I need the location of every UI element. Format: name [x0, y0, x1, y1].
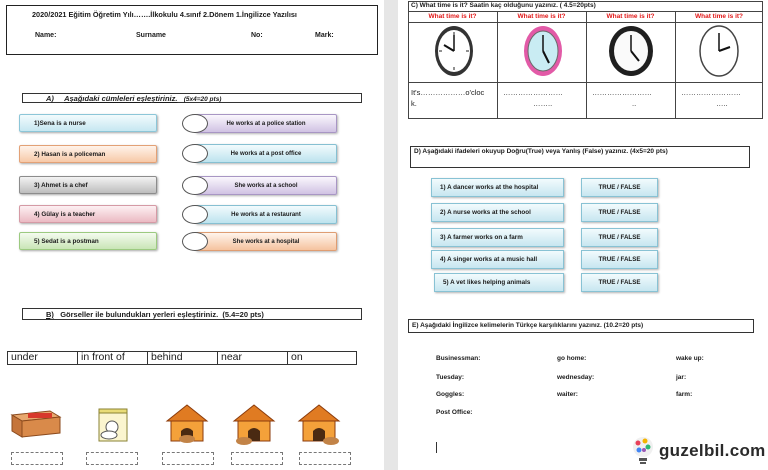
word-bank-near: near	[217, 351, 287, 365]
tf-answer-2[interactable]: TRUE / FALSE	[581, 203, 658, 222]
answer-box-5[interactable]	[299, 452, 351, 465]
clock-icon-1	[434, 23, 474, 77]
section-c-col-line-2	[586, 11, 587, 119]
answer-circle-3[interactable]	[182, 176, 208, 195]
clock-header-4: What time is it?	[694, 13, 744, 20]
match-right-item-5[interactable]: She works at a hospital	[195, 232, 337, 251]
answer-box-3[interactable]	[162, 452, 214, 465]
section-a-title	[46, 94, 221, 103]
clock-answer-3-line-1[interactable]: ……………………	[592, 88, 652, 97]
clock-answer-4-line-2[interactable]: …..	[716, 99, 728, 108]
dog-house-picture-3	[297, 403, 341, 445]
answer-box-1[interactable]	[11, 452, 63, 465]
answer-circle-5[interactable]	[182, 232, 208, 251]
exam-title: 2020/2021 Eğitim Öğretim Yılı…….İlkokulu 4.sınıf 2.Dönem 1.İngilizce Yazılısı	[32, 10, 297, 19]
tf-answer-5[interactable]: TRUE / FALSE	[581, 273, 658, 292]
answer-circle-4[interactable]	[182, 205, 208, 224]
vocab-tuesday: Tuesday:	[436, 374, 465, 381]
dog-house-picture-1	[165, 403, 209, 445]
tf-answer-4[interactable]: TRUE / FALSE	[581, 250, 658, 269]
tf-question-5: 5) A vet likes helping animals	[434, 273, 564, 292]
section-a-instruction: Aşağıdaki cümleleri eşleştiriniz.	[64, 94, 178, 103]
vocab-businessman: Businessman:	[436, 355, 481, 362]
section-d-title: D) Aşağıdaki ifadeleri okuyup Doğru(True) veya Yanlış (False) yazınız. (4x5=20 pts)	[414, 148, 668, 155]
answer-box-4[interactable]	[231, 452, 283, 465]
clock-header-3: What time is it?	[606, 13, 655, 20]
clock-answer-1-line-2[interactable]: k.	[411, 99, 417, 108]
clock-answer-2-line-1[interactable]: ……………………	[503, 88, 563, 97]
vocab-wake-up: wake up:	[676, 355, 704, 362]
dog-house-picture-2	[232, 403, 276, 445]
match-left-item-1[interactable]: 1)Sena is a nurse	[19, 114, 157, 132]
answer-box-2[interactable]	[86, 452, 138, 465]
match-left-item-4[interactable]: 4) Gülay is a teacher	[19, 205, 157, 223]
clock-header-2: What time is it?	[517, 13, 566, 20]
clock-icon-4	[699, 23, 739, 77]
match-left-item-3[interactable]: 3) Ahmet is a chef	[19, 176, 157, 194]
match-right-item-3[interactable]: She works at a school	[195, 176, 337, 195]
section-b-points: (5.4=20 pts)	[222, 310, 264, 319]
clock-icon-3	[608, 23, 654, 77]
clock-answer-2-line-2[interactable]: ……..	[533, 99, 553, 108]
section-a-letter: A)	[46, 94, 54, 103]
word-bank-behind: behind	[147, 351, 217, 365]
clock-header-1: What time is it?	[428, 13, 477, 20]
tf-answer-3[interactable]: TRUE / FALSE	[581, 228, 658, 247]
vocab-waiter: waiter:	[557, 391, 578, 398]
tf-question-3: 3) A farmer works on a farm	[431, 228, 564, 247]
section-c-col-line-1	[497, 11, 498, 119]
match-right-item-2[interactable]: He works at a post office	[195, 144, 337, 163]
clock-answer-1-line-1[interactable]: It's………………o'cloc	[411, 88, 485, 97]
lightbulb-icon	[630, 435, 656, 467]
clock-answer-4-line-1[interactable]: ……………………	[681, 88, 741, 97]
match-left-item-2[interactable]: 2) Hasan is a policeman	[19, 145, 157, 163]
word-bank-on: on	[287, 351, 357, 365]
no-label: No:	[251, 32, 263, 39]
section-b-instruction: Görseller ile bulundukları yerleri eşleştiriniz.	[60, 310, 219, 319]
answer-circle-1[interactable]	[182, 114, 208, 133]
match-right-item-4[interactable]: He works at a restaurant	[195, 205, 337, 224]
vocab-goggles: Goggles:	[436, 391, 465, 398]
box-picture	[10, 405, 62, 439]
match-left-item-5[interactable]: 5) Sedat is a postman	[19, 232, 157, 250]
match-right-item-1[interactable]: He works at a police station	[195, 114, 337, 133]
section-c-title: C) What time is it? Saatin kaç olduğunu yazınız. ( 4.5=20pts)	[411, 2, 596, 9]
word-bank-under: under	[7, 351, 77, 365]
dog-house-cat-picture	[93, 405, 133, 445]
vocab-go-home: go home:	[557, 355, 587, 362]
vocab-wednesday: wednesday:	[557, 374, 595, 381]
clock-answer-3-line-2[interactable]: ..	[632, 99, 637, 108]
tf-question-2: 2) A nurse works at the school	[431, 203, 564, 222]
page-divider	[384, 0, 398, 470]
vocab-post-office: Post Office:	[436, 409, 473, 416]
section-a-points: (5x4=20 pts)	[183, 96, 222, 103]
text-cursor	[436, 442, 437, 453]
tf-question-4: 4) A singer works at a music hall	[431, 250, 564, 269]
vocab-farm: farm:	[676, 391, 693, 398]
answer-circle-2[interactable]	[182, 144, 208, 163]
vocab-jar: jar:	[676, 374, 687, 381]
name-label: Name:	[35, 32, 57, 39]
mark-label: Mark:	[315, 32, 334, 39]
tf-answer-1[interactable]: TRUE / FALSE	[581, 178, 658, 197]
section-e-title: E) Aşağıdaki İngilizce kelimelerin Türkçe karşılıklarını yazınız. (10.2=20 pts)	[412, 322, 644, 329]
word-bank-in-front-of: in front of	[77, 351, 147, 365]
section-c-col-line-3	[675, 11, 676, 119]
section-b-title	[46, 310, 264, 319]
site-watermark: guzelbil.com	[659, 441, 766, 460]
surname-label: Surname	[136, 32, 166, 39]
section-b-letter: B)	[46, 310, 54, 319]
clock-icon-2	[523, 23, 563, 77]
tf-question-1: 1) A dancer works at the hospital	[431, 178, 564, 197]
